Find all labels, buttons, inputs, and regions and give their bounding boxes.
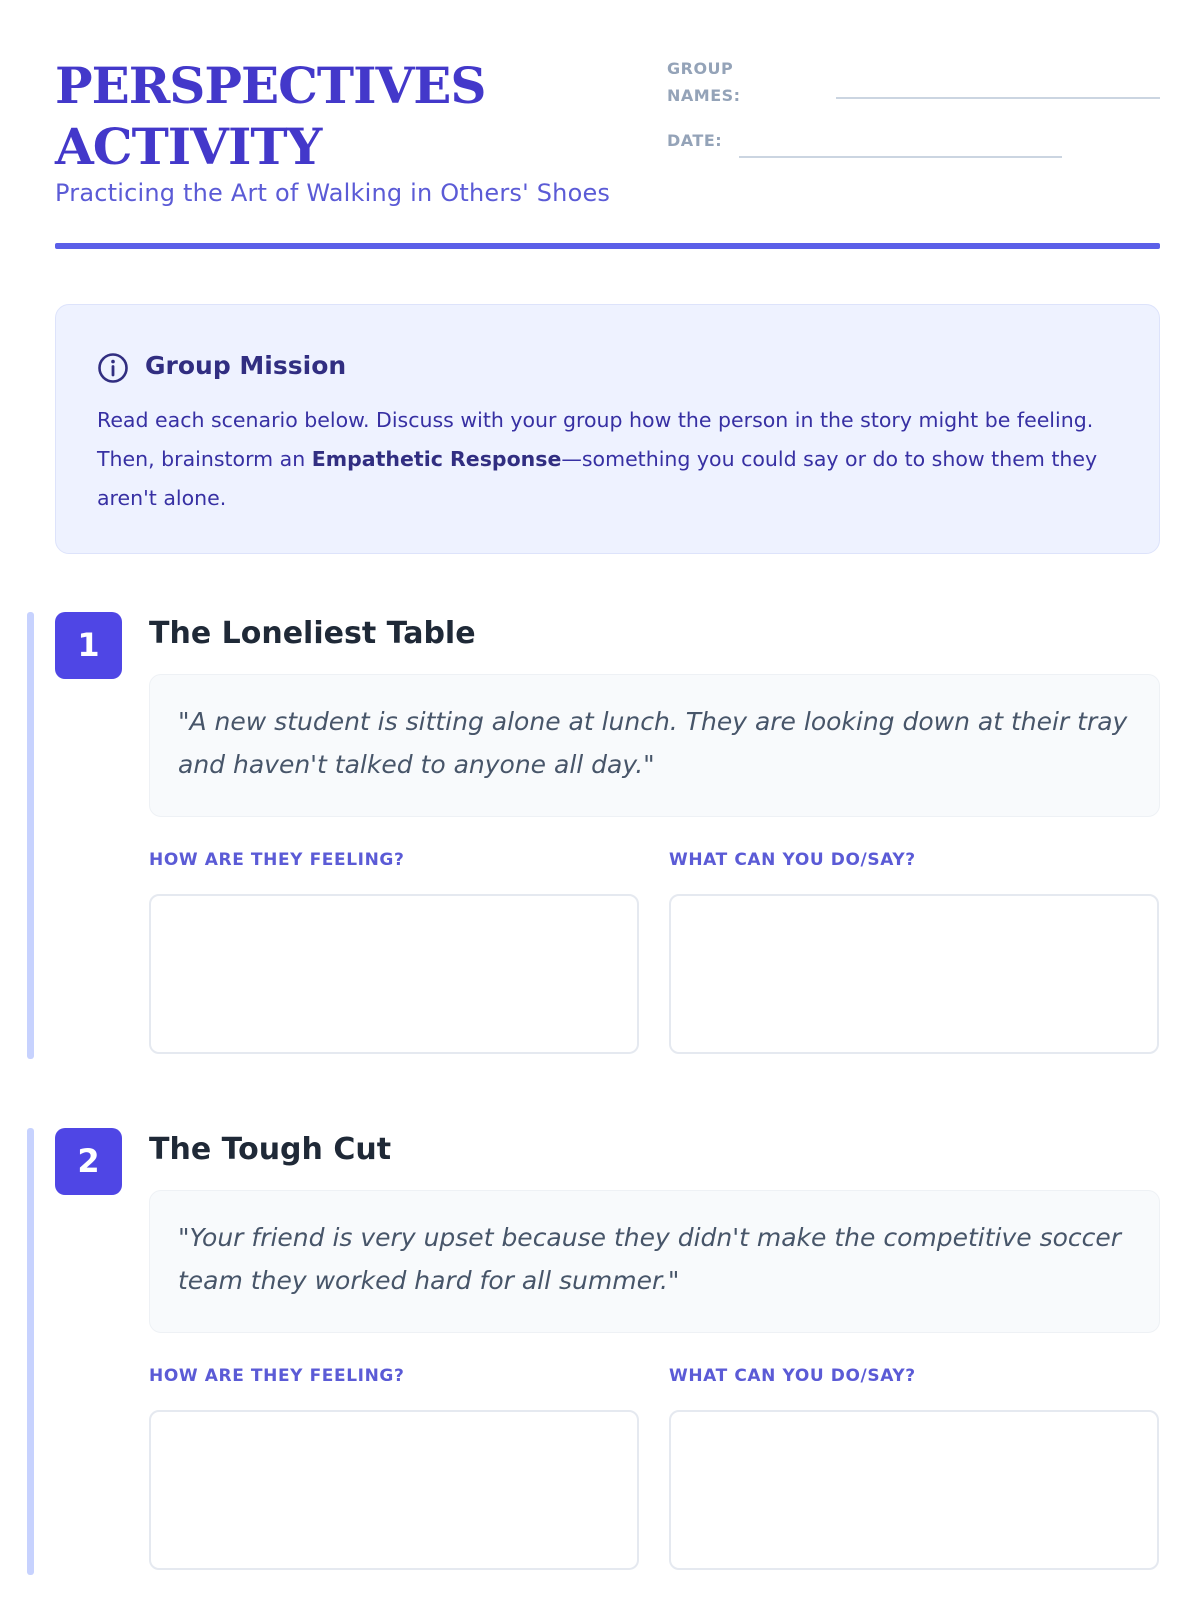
group-names-label (667, 55, 741, 109)
scenario-number-badge: 1 (55, 612, 122, 679)
group-mission-box (55, 304, 1160, 554)
group-names-label-line-2: NAMES: (667, 86, 741, 105)
group-names-label-line-1: GROUP (667, 59, 734, 78)
mission-text-start: Read each scenario below. Discuss with your group how the person in the story might be feeling. Then, brainstorm an (97, 408, 1094, 471)
title-line-2: ACTIVITY (55, 117, 322, 176)
scenario-number-badge: 2 (55, 1128, 122, 1195)
feeling-label: HOW ARE THEY FEELING? (149, 850, 405, 870)
worksheet-header (55, 55, 1160, 250)
page-title (55, 55, 655, 177)
mission-text-end: —something you could say or do to show them they aren't alone. (97, 447, 1098, 510)
scenario-card (0, 1128, 1200, 1578)
page-subtitle: Practicing the Art of Walking in Others' Shoes (55, 179, 611, 207)
feeling-label: HOW ARE THEY FEELING? (149, 1366, 405, 1386)
action-answer-box[interactable] (669, 894, 1159, 1054)
scenario-accent-bar (27, 612, 34, 1059)
action-label: WHAT CAN YOU DO/SAY? (669, 1366, 916, 1386)
mission-title: Group Mission (145, 351, 347, 380)
action-answer-box[interactable] (669, 1410, 1159, 1570)
scenario-card (0, 612, 1200, 1062)
feeling-answer-box[interactable] (149, 1410, 639, 1570)
scenario-quote-box (149, 674, 1160, 817)
action-label: WHAT CAN YOU DO/SAY? (669, 850, 916, 870)
scenario-accent-bar (27, 1128, 34, 1575)
feeling-answer-box[interactable] (149, 894, 639, 1054)
scenario-title: The Loneliest Table (149, 616, 476, 651)
title-line-1: PERSPECTIVES (55, 56, 486, 115)
date-label: DATE: (667, 131, 723, 150)
scenario-quote-box (149, 1190, 1160, 1333)
info-circle-icon (97, 352, 129, 384)
scenario-title: The Tough Cut (149, 1132, 392, 1167)
mission-text-emphasis: Empathetic Response (311, 447, 562, 471)
scenario-quote: "Your friend is very upset because they didn't make the competitive soccer team they worked hard for all summer." (178, 1223, 1122, 1295)
mission-instructions (97, 401, 1107, 518)
group-names-field[interactable] (836, 97, 1160, 99)
scenario-quote: "A new student is sitting alone at lunch. They are looking down at their tray and haven't talked to anyone all day." (178, 707, 1128, 779)
date-field[interactable] (739, 156, 1062, 158)
header-divider (55, 243, 1160, 249)
